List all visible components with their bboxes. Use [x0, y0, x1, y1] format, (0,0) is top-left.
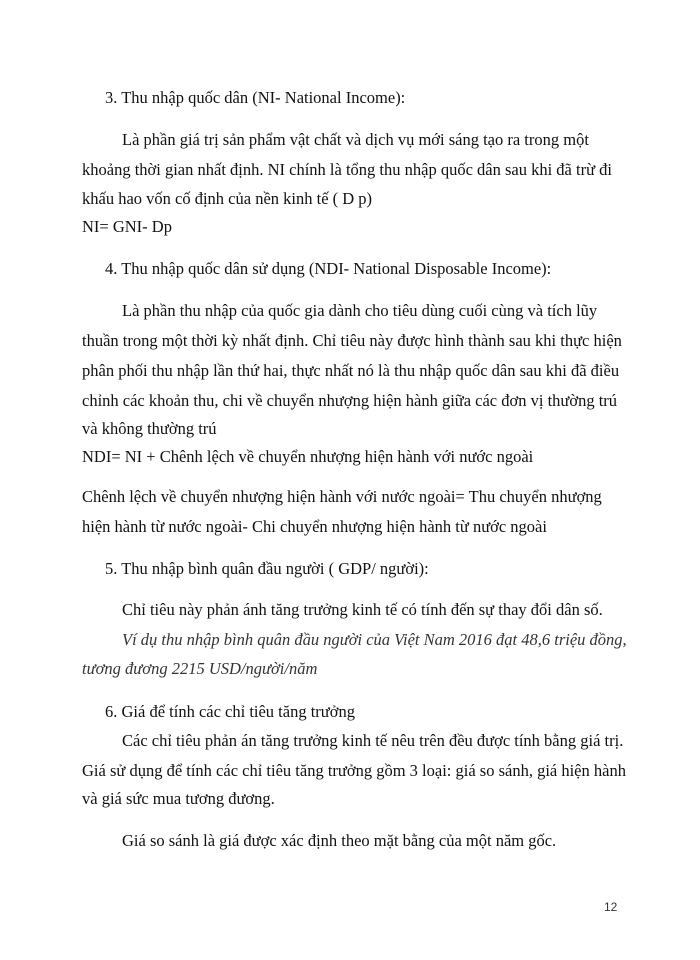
section-5-example-line-1: Ví dụ thu nhập bình quân đầu người của Việt Nam 2016 đạt 48,6 triệu đồng, — [122, 630, 627, 649]
section-3-body-line-2: khoảng thời gian nhất định. NI chính là tổng thu nhập quốc dân sau khi đã trừ đi — [82, 160, 612, 179]
section-6-body-line-2: Giá sử dụng để tính các chỉ tiêu tăng trưởng gồm 3 loại: giá so sánh, giá hiện hành — [82, 761, 626, 780]
section-3-body-line-1: Là phần giá trị sản phẩm vật chất và dịch vụ mới sáng tạo ra trong một — [122, 130, 589, 149]
section-4-body-line-3: phân phối thu nhập lần thứ hai, thực nhất nó là thu nhập quốc dân sau khi đã điều — [82, 361, 620, 380]
section-5-body: Chỉ tiêu này phản ánh tăng trưởng kinh tế có tính đến sự thay đổi dân số. — [122, 600, 603, 619]
section-3-body-line-3: khấu hao vốn cố định của nền kinh tế ( D p) — [82, 189, 373, 208]
section-3-formula: NI= GNI- Dp — [82, 217, 172, 236]
section-6-body-line-3: và giá sức mua tương đương. — [82, 789, 275, 808]
section-4-extra-line-1: Chênh lệch về chuyển nhượng hiện hành với nước ngoài= Thu chuyển nhượng — [82, 487, 602, 506]
section-6-body-line-1: Các chỉ tiêu phản án tăng trưởng kinh tế nêu trên đều được tính bằng giá trị. — [122, 731, 624, 750]
section-4-heading: 4. Thu nhập quốc dân sử dụng (NDI- National Disposable Income): — [105, 259, 552, 278]
section-4-body-line-4: chỉnh các khoản thu, chi về chuyển nhượng hiện hành giữa các đơn vị thường trú — [82, 391, 618, 410]
section-4-body-line-5: và không thường trú — [82, 419, 217, 438]
section-3-heading: 3. Thu nhập quốc dân (NI- National Income): — [105, 88, 406, 107]
section-5-example-line-2: tương đương 2215 USD/người/năm — [82, 659, 318, 678]
page-number: 12 — [604, 900, 618, 914]
section-5-heading: 5. Thu nhập bình quân đầu người ( GDP/ người): — [105, 559, 429, 578]
section-4-body-line-1: Là phần thu nhập của quốc gia dành cho tiêu dùng cuối cùng và tích lũy — [122, 301, 598, 320]
section-4-body-line-2: thuần trong một thời kỳ nhất định. Chỉ tiêu này được hình thành sau khi thực hiện — [82, 331, 622, 350]
section-4-extra-line-2: hiện hành từ nước ngoài- Chi chuyển nhượng hiện hành từ nước ngoài — [82, 517, 547, 536]
section-6-closing: Giá so sánh là giá được xác định theo mặt bằng của một năm gốc. — [122, 831, 557, 850]
section-4-formula: NDI= NI + Chênh lệch về chuyển nhượng hiện hành với nước ngoài — [82, 447, 534, 466]
section-6-heading: 6. Giá để tính các chỉ tiêu tăng trưởng — [105, 702, 355, 721]
